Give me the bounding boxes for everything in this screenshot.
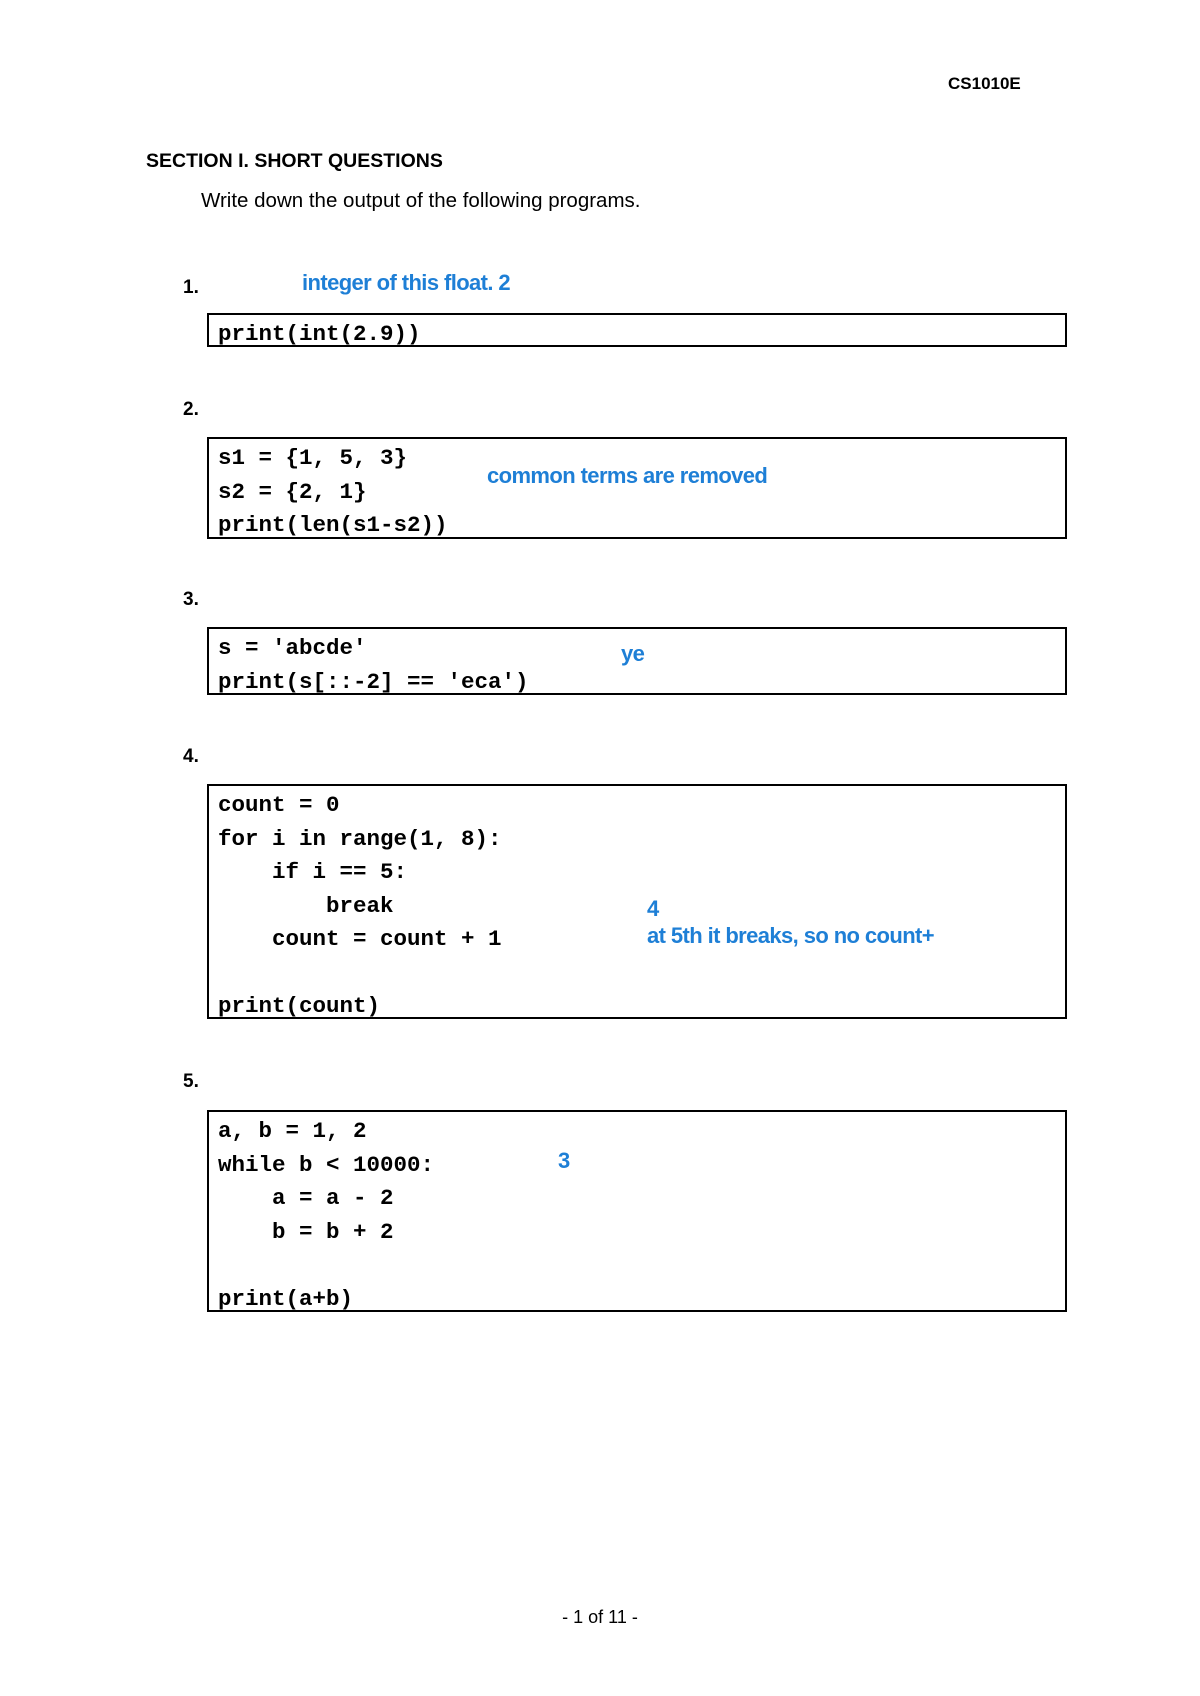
course-code: CS1010E [948,74,1021,93]
handwritten-note-q1: integer of this float. 2 [302,270,511,295]
handwritten-note-q4-answer: 4 [647,896,659,921]
question-number-1: 1. [183,277,199,298]
section-instructions: Write down the output of the following programs. [201,189,641,212]
code-line: s2 = {2, 1} [218,478,367,505]
code-line: s = 'abcde' [218,635,367,661]
handwritten-note-q4-explanation: at 5th it breaks, so no count+ [647,923,935,948]
section-title: SECTION I. SHORT QUESTIONS [146,150,443,172]
code-line: a, b = 1, 2 [218,1118,367,1144]
question-number-5: 5. [183,1071,199,1092]
code-line: print(a+b) [218,1285,354,1312]
code-line: for i in range(1, 8): [218,825,502,852]
code-line: s1 = {1, 5, 3} [218,445,408,471]
code-block-q1 [207,313,1067,347]
code-block-q5 [207,1110,1067,1312]
code-line: print(int(2.9)) [218,321,421,347]
page-footer: - 1 of 11 - [562,1607,638,1627]
code-line: count = 0 [218,792,340,818]
question-number-2: 2. [183,399,199,420]
code-line: if i == 5: [218,859,408,885]
code-line [218,957,1065,991]
handwritten-note-q5: 3 [558,1148,570,1173]
handwritten-note-q2: common terms are removed [487,463,768,488]
code-line: a = a - 2 [218,1185,394,1211]
code-line: print(count) [218,993,381,1019]
code-line: break [218,892,394,919]
code-line: print(s[::-2] == 'eca') [218,668,529,695]
code-line: print(len(s1-s2)) [218,512,448,538]
question-number-3: 3. [183,589,199,610]
code-line [218,1249,1065,1283]
code-block-q4 [207,784,1067,1019]
handwritten-note-q3: ye [621,641,645,666]
code-line: b = b + 2 [218,1218,394,1245]
code-line: while b < 10000: [218,1151,435,1178]
code-line: count = count + 1 [218,926,502,952]
question-number-4: 4. [183,746,199,767]
